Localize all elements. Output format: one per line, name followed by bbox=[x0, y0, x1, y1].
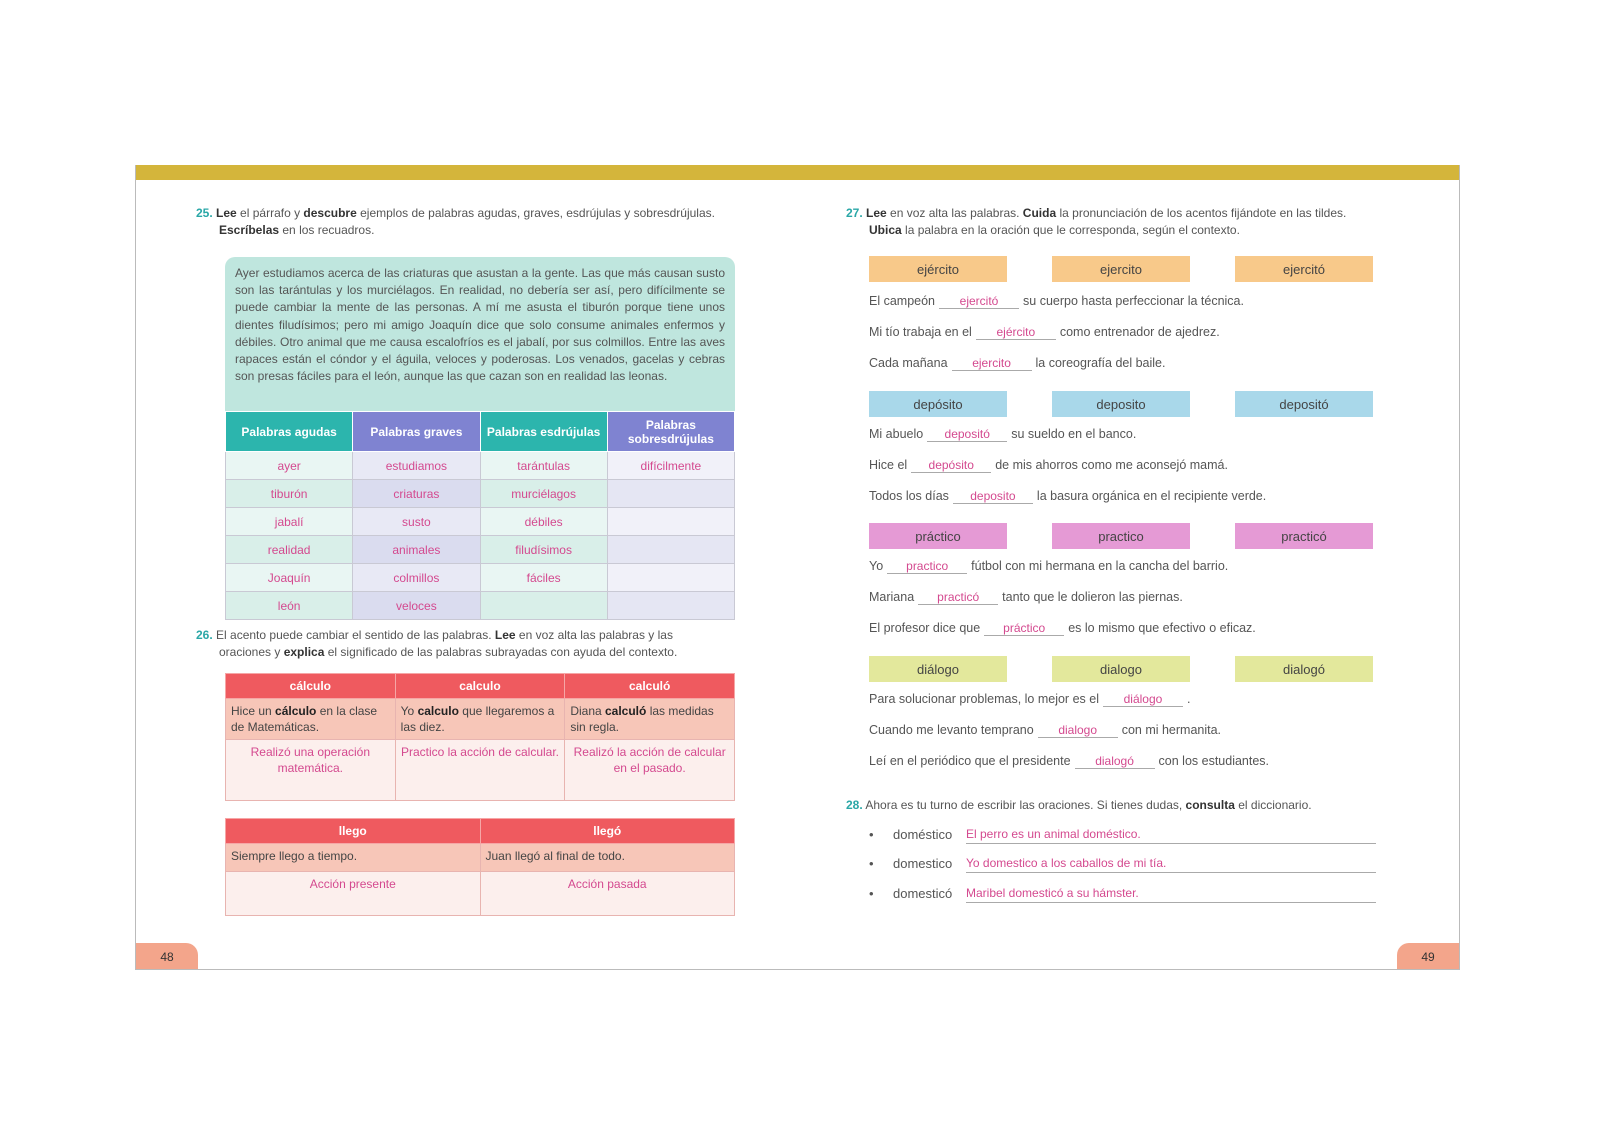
table-cell: león bbox=[226, 592, 353, 620]
header-calculo-2: calculo bbox=[395, 674, 565, 699]
example-sentence bbox=[395, 699, 565, 740]
instruction-verb: Cuida bbox=[1022, 206, 1057, 220]
table-row bbox=[226, 564, 735, 592]
meaning-answer: Acción presente bbox=[226, 872, 481, 916]
fill-sentence bbox=[869, 754, 1269, 769]
header-graves: Palabras graves bbox=[353, 412, 480, 452]
instruction-text: en voz alta las palabras. bbox=[886, 206, 1023, 220]
table-cell: ayer bbox=[226, 452, 353, 480]
sentence-text: Mariana bbox=[869, 590, 915, 604]
exercise-26-instruction bbox=[196, 627, 736, 661]
sentence-text: El campeón bbox=[869, 294, 936, 308]
sentence-text: Yo bbox=[869, 559, 884, 573]
word-card: dialogo bbox=[1052, 656, 1190, 682]
header-agudas: Palabras agudas bbox=[226, 412, 353, 452]
table-cell: realidad bbox=[226, 536, 353, 564]
page-number-right: 49 bbox=[1397, 943, 1459, 969]
instruction-text: oraciones y bbox=[219, 645, 284, 659]
table-cell: débiles bbox=[480, 508, 607, 536]
word-card: práctico bbox=[869, 523, 1007, 549]
instruction-text: El acento puede cambiar el sentido de las palabras. bbox=[212, 628, 495, 642]
sentence-text: Hice un bbox=[231, 704, 276, 718]
instruction-text: el diccionario. bbox=[1234, 798, 1312, 812]
fill-sentence bbox=[869, 325, 1220, 340]
page-number-left: 48 bbox=[136, 943, 198, 969]
sentence-text: Cuando me levanto temprano bbox=[869, 723, 1034, 737]
word-card: ejercitó bbox=[1235, 256, 1373, 282]
sentence-text: la basura orgánica en el recipiente verde. bbox=[1036, 489, 1267, 503]
sentence-text: es lo mismo que efectivo o eficaz. bbox=[1068, 621, 1256, 635]
written-sentence: Yo domestico a los caballos de mi tía. bbox=[966, 856, 1376, 873]
table-cell: susto bbox=[353, 508, 480, 536]
list-item bbox=[869, 886, 1389, 906]
bullet-word: doméstico bbox=[893, 827, 953, 842]
sentence-text: su cuerpo hasta perfeccionar la técnica. bbox=[1023, 294, 1244, 308]
table-cell: colmillos bbox=[353, 564, 480, 592]
exercise-number: 26. bbox=[196, 628, 213, 642]
table-row bbox=[226, 452, 735, 480]
instruction-verb: explica bbox=[283, 645, 325, 659]
sentence-text: tanto que le dolieron las piernas. bbox=[1002, 590, 1183, 604]
fill-sentence bbox=[869, 621, 1256, 636]
example-sentence: Siempre llego a tiempo. bbox=[226, 844, 481, 872]
word-card: ejercito bbox=[1052, 256, 1190, 282]
table-cell bbox=[607, 592, 734, 620]
instruction-text: la palabra en la oración que le corresponda, según el contexto. bbox=[901, 223, 1240, 237]
instruction-text: el párrafo y bbox=[236, 206, 304, 220]
list-item bbox=[869, 827, 1389, 847]
word-card: practicó bbox=[1235, 523, 1373, 549]
answer-blank: deposito bbox=[953, 489, 1033, 504]
sentence-text: de mis ahorros como me aconsejó mamá. bbox=[995, 458, 1228, 472]
sentence-text: la coreografía del baile. bbox=[1035, 356, 1166, 370]
sentence-text: con los estudiantes. bbox=[1158, 754, 1270, 768]
meaning-answer: Acción pasada bbox=[480, 872, 735, 916]
sentence-text: fútbol con mi hermana en la cancha del barrio. bbox=[971, 559, 1229, 573]
sentence-text: que llegaremos a las diez. bbox=[400, 704, 555, 734]
fill-sentence bbox=[869, 356, 1165, 371]
header-calculo-3: calculó bbox=[565, 674, 735, 699]
table-cell bbox=[607, 536, 734, 564]
bullet-icon: • bbox=[869, 886, 874, 901]
answer-blank: ejercitó bbox=[939, 294, 1019, 309]
sentence-text: su sueldo en el banco. bbox=[1011, 427, 1137, 441]
fill-sentence bbox=[869, 294, 1244, 309]
bullet-word: domesticó bbox=[893, 886, 953, 901]
word-card: dialogó bbox=[1235, 656, 1373, 682]
header-esdrujulas: Palabras esdrújulas bbox=[480, 412, 607, 452]
example-sentence bbox=[226, 699, 396, 740]
exercise-27-instruction bbox=[846, 205, 1406, 239]
answer-blank: diálogo bbox=[1103, 692, 1183, 707]
table-cell: criaturas bbox=[353, 480, 480, 508]
table-row bbox=[226, 592, 735, 620]
answer-blank: ejército bbox=[976, 325, 1056, 340]
sentence-text: las medidas sin regla. bbox=[570, 704, 714, 734]
answer-blank: depositó bbox=[927, 427, 1007, 442]
bullet-icon: • bbox=[869, 856, 874, 871]
sentence-text: Hice el bbox=[869, 458, 908, 472]
meaning-answer: Practico la acción de calcular. bbox=[395, 740, 565, 801]
table-cell: veloces bbox=[353, 592, 480, 620]
word-card: deposito bbox=[1052, 391, 1190, 417]
table-cell bbox=[607, 480, 734, 508]
sentence-text: Todos los días bbox=[869, 489, 949, 503]
instruction-text: la pronunciación de los acentos fijándote en las tildes. bbox=[1056, 206, 1347, 220]
exercise-number: 28. bbox=[846, 798, 863, 812]
example-sentence bbox=[565, 699, 735, 740]
word-card: depósito bbox=[869, 391, 1007, 417]
sentence-text: con mi hermanita. bbox=[1121, 723, 1222, 737]
sentence-text: El profesor dice que bbox=[869, 621, 981, 635]
table-row bbox=[226, 508, 735, 536]
instruction-verb: Lee bbox=[494, 628, 516, 642]
table-cell bbox=[607, 508, 734, 536]
example-sentence: Juan llegó al final de todo. bbox=[480, 844, 735, 872]
table-cell: tarántulas bbox=[480, 452, 607, 480]
fill-sentence bbox=[869, 723, 1221, 738]
answer-blank: depósito bbox=[911, 458, 991, 473]
answer-blank: práctico bbox=[984, 621, 1064, 636]
instruction-verb: descubre bbox=[303, 206, 357, 220]
table-cell: Joaquín bbox=[226, 564, 353, 592]
header-llego-1: llego bbox=[226, 819, 481, 844]
written-sentence: Maribel domesticó a su hámster. bbox=[966, 886, 1376, 903]
header-calculo-1: cálculo bbox=[226, 674, 396, 699]
calculo-table bbox=[225, 673, 735, 801]
answer-blank: dialogó bbox=[1075, 754, 1155, 769]
table-row bbox=[226, 480, 735, 508]
fill-sentence bbox=[869, 458, 1228, 473]
exercise-25-instruction bbox=[196, 205, 736, 239]
answer-blank: ejercito bbox=[952, 356, 1032, 371]
list-item bbox=[869, 856, 1389, 876]
fill-sentence bbox=[869, 559, 1228, 574]
fill-sentence bbox=[869, 427, 1136, 442]
exercise-number: 25. bbox=[196, 206, 213, 220]
sentence-text: Mi tío trabaja en el bbox=[869, 325, 972, 339]
underlined-word: cálculo bbox=[275, 704, 317, 718]
table-cell: murciélagos bbox=[480, 480, 607, 508]
instruction-text: en voz alta las palabras y las bbox=[515, 628, 673, 642]
meaning-answer: Realizó la acción de calcular en el pasado. bbox=[565, 740, 735, 801]
instruction-verb: consulta bbox=[1185, 798, 1235, 812]
fill-sentence bbox=[869, 590, 1183, 605]
instruction-text: Ahora es tu turno de escribir las oraciones. Si tienes dudas, bbox=[862, 798, 1186, 812]
header-llego-2: llegó bbox=[480, 819, 735, 844]
sentence-text: Leí en el periódico que el presidente bbox=[869, 754, 1071, 768]
answer-blank: practicó bbox=[918, 590, 998, 605]
instruction-text: ejemplos de palabras agudas, graves, esdrújulas y sobresdrújulas. bbox=[356, 206, 715, 220]
instruction-verb: Lee bbox=[866, 206, 887, 220]
sentence-text: en la clase de Matemáticas. bbox=[231, 704, 378, 734]
answer-blank: dialogo bbox=[1038, 723, 1118, 738]
instruction-verb: Lee bbox=[216, 206, 237, 220]
bullet-word: domestico bbox=[893, 856, 953, 871]
instruction-verb: Ubica bbox=[869, 223, 902, 237]
instruction-verb: Escríbelas bbox=[219, 223, 280, 237]
table-cell: tiburón bbox=[226, 480, 353, 508]
sentence-text: Cada mañana bbox=[869, 356, 948, 370]
sentence-text: como entrenador de ajedrez. bbox=[1059, 325, 1220, 339]
exercise-number: 27. bbox=[846, 206, 863, 220]
exercise-28-instruction bbox=[846, 797, 1406, 814]
written-sentence: El perro es un animal doméstico. bbox=[966, 827, 1376, 844]
fill-sentence bbox=[869, 692, 1190, 707]
table-cell: fáciles bbox=[480, 564, 607, 592]
word-card: ejército bbox=[869, 256, 1007, 282]
instruction-text: en los recuadros. bbox=[279, 223, 375, 237]
table-cell: filudísimos bbox=[480, 536, 607, 564]
llego-table bbox=[225, 818, 735, 916]
table-cell: jabalí bbox=[226, 508, 353, 536]
sentence-text: Para solucionar problemas, lo mejor es el bbox=[869, 692, 1099, 706]
sentence-text: Diana bbox=[570, 704, 605, 718]
table-cell bbox=[607, 564, 734, 592]
header-sobresdrujulas: Palabras sobresdrújulas bbox=[607, 412, 734, 452]
sentence-text: . bbox=[1186, 692, 1191, 706]
top-color-bar bbox=[136, 165, 1459, 180]
table-cell: estudiamos bbox=[353, 452, 480, 480]
table-cell bbox=[480, 592, 607, 620]
instruction-text: el significado de las palabras subrayadas con ayuda del contexto. bbox=[324, 645, 678, 659]
book-spread bbox=[135, 165, 1460, 970]
table-row bbox=[226, 536, 735, 564]
word-card: depositó bbox=[1235, 391, 1373, 417]
reading-passage: Ayer estudiamos acerca de las criaturas que asustan a la gente. Las que más causan susto son las tarántulas y los murciélagos. En realidad, no debería ser así, pero difícilmente se puede cambiar la mente de las personas. A mí me asusta el tiburón porque tiene unos dientes filudísimos; pero mi amigo Joaquín dice que solo consume animales enfermos y débiles. Otro animal que me causa escalofríos es el jabalí, por sus colmillos. Entre las aves rapaces están el cóndor y el águila, veloces y poderosas. Los venados, gacelas y cebras son presas fáciles para el león, aunque las que cazan son en realidad las leonas. bbox=[225, 257, 735, 411]
table-cell: difícilmente bbox=[607, 452, 734, 480]
underlined-word: calculo bbox=[417, 704, 459, 718]
word-card: practico bbox=[1052, 523, 1190, 549]
fill-sentence bbox=[869, 489, 1266, 504]
sentence-text: Mi abuelo bbox=[869, 427, 924, 441]
bullet-icon: • bbox=[869, 827, 874, 842]
word-card: diálogo bbox=[869, 656, 1007, 682]
underlined-word: calculó bbox=[605, 704, 647, 718]
table-cell: animales bbox=[353, 536, 480, 564]
word-classification-table bbox=[225, 411, 735, 620]
answer-blank: practico bbox=[887, 559, 967, 574]
meaning-answer: Realizó una operación matemática. bbox=[226, 740, 396, 801]
sentence-text: Yo bbox=[400, 704, 418, 718]
